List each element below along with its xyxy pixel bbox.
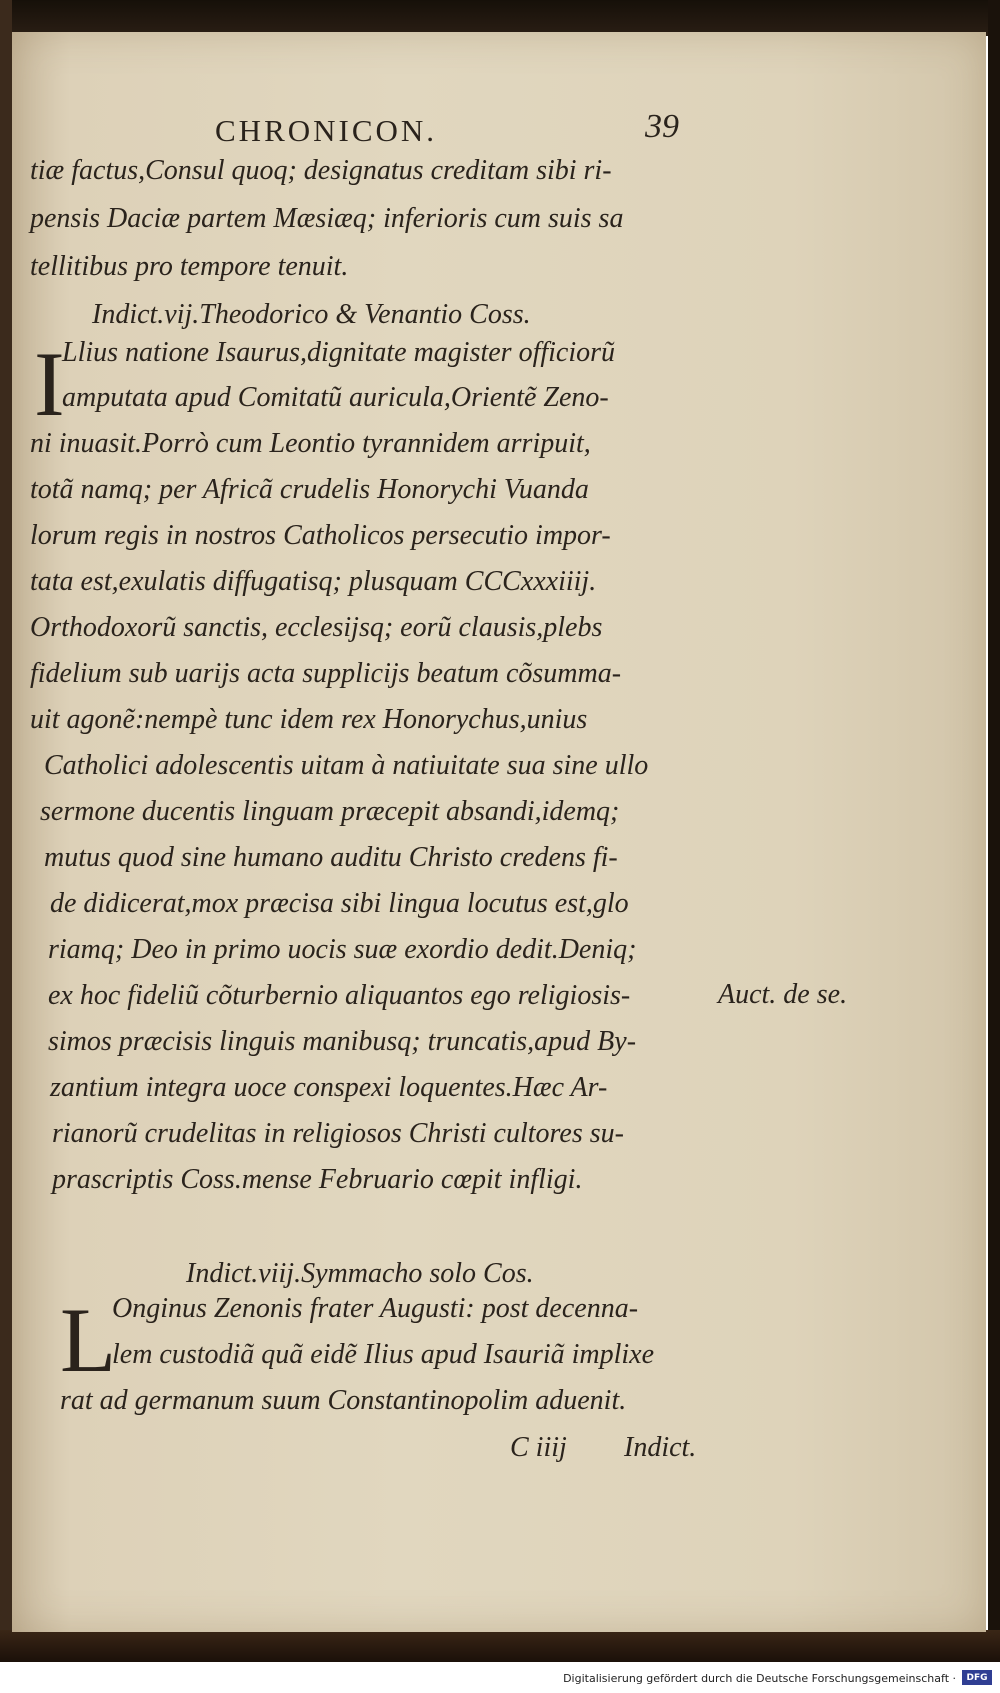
text-line: tata est,exulatis diffugatisq; plusquam CCCxxxiiij. (30, 566, 597, 597)
text-line: riamq; Deo in primo uocis suæ exordio dedit.Deniq; (48, 934, 637, 965)
scan-top-border (0, 0, 1000, 36)
drop-cap-l: L (60, 1289, 117, 1391)
text-line: simos præcisis linguis manibusq; truncatis,apud By- (48, 1026, 637, 1057)
text-line: ex hoc fideliũ cõturbernio aliquantos ego religiosis- (48, 980, 631, 1011)
text-line: totã namq; per Africã crudelis Honorychi Vuanda (30, 474, 589, 505)
text-line: pensis Daciæ partem Mæsiæq; inferioris cum suis sa (30, 203, 624, 234)
scan-right-border (988, 0, 1000, 1662)
text-line: zantium integra uoce conspexi loquentes.Hæc Ar- (50, 1072, 608, 1103)
text-line: rat ad germanum suum Constantinopolim aduenit. (60, 1385, 627, 1416)
text-line: lorum regis in nostros Catholicos persecutio impor- (30, 520, 611, 551)
text-line: amputata apud Comitatũ auricula,Orientẽ Zeno- (62, 382, 609, 413)
text-line: Catholici adolescentis uitam à natiuitate sua sine ullo (44, 750, 649, 781)
catchword: Indict. (624, 1432, 697, 1463)
text-line: Onginus Zenonis frater Augusti: post decenna- (112, 1293, 639, 1324)
text-line: ni inuasit.Porrò cum Leontio tyrannidem arripuit, (30, 428, 591, 459)
margin-note: Auct. de se. (718, 979, 848, 1010)
footer-credit: Digitalisierung gefördert durch die Deutsche Forschungsgemeinschaft · (563, 1672, 956, 1685)
signature-mark: C iiij (510, 1432, 567, 1463)
text-line: lem custodiã quã eidẽ Ilius apud Isauriã implixe (112, 1339, 655, 1370)
running-head: CHRONICON. (215, 113, 438, 148)
drop-cap-i: I (34, 333, 65, 435)
text-line: tiæ factus,Consul quoq; designatus creditam sibi ri- (30, 155, 612, 186)
text-line: tellitibus pro tempore tenuit. (30, 251, 349, 282)
text-line: uit agonẽ:nempè tunc idem rex Honorychus,unius (30, 704, 588, 735)
section-heading: Indict.viij.Symmacho solo Cos. (186, 1258, 534, 1289)
text-line: sermone ducentis linguam præcepit absandi,idemq; (40, 796, 620, 827)
dfg-logo: DFG (962, 1670, 992, 1685)
page-number: 39 (645, 108, 679, 145)
text-line: de didicerat,mox præcisa sibi lingua locutus est,glo (50, 888, 629, 919)
scan-left-border (0, 0, 12, 1662)
scan-bottom-border (0, 1630, 1000, 1662)
text-line: mutus quod sine humano auditu Christo credens fi- (44, 842, 618, 873)
text-line: fidelium sub uarijs acta supplicijs beatum cõsumma- (30, 658, 622, 689)
section-heading: Indict.vij.Theodorico & Venantio Coss. (92, 299, 531, 330)
text-line: prascriptis Coss.mense Februario cœpit infligi. (52, 1164, 583, 1195)
text-line: Orthodoxorũ sanctis, ecclesijsq; eorũ clausis,plebs (30, 612, 603, 643)
text-line: Llius natione Isaurus,dignitate magister officiorũ (62, 337, 616, 368)
text-line: rianorũ crudelitas in religiosos Christi cultores su- (52, 1118, 624, 1149)
